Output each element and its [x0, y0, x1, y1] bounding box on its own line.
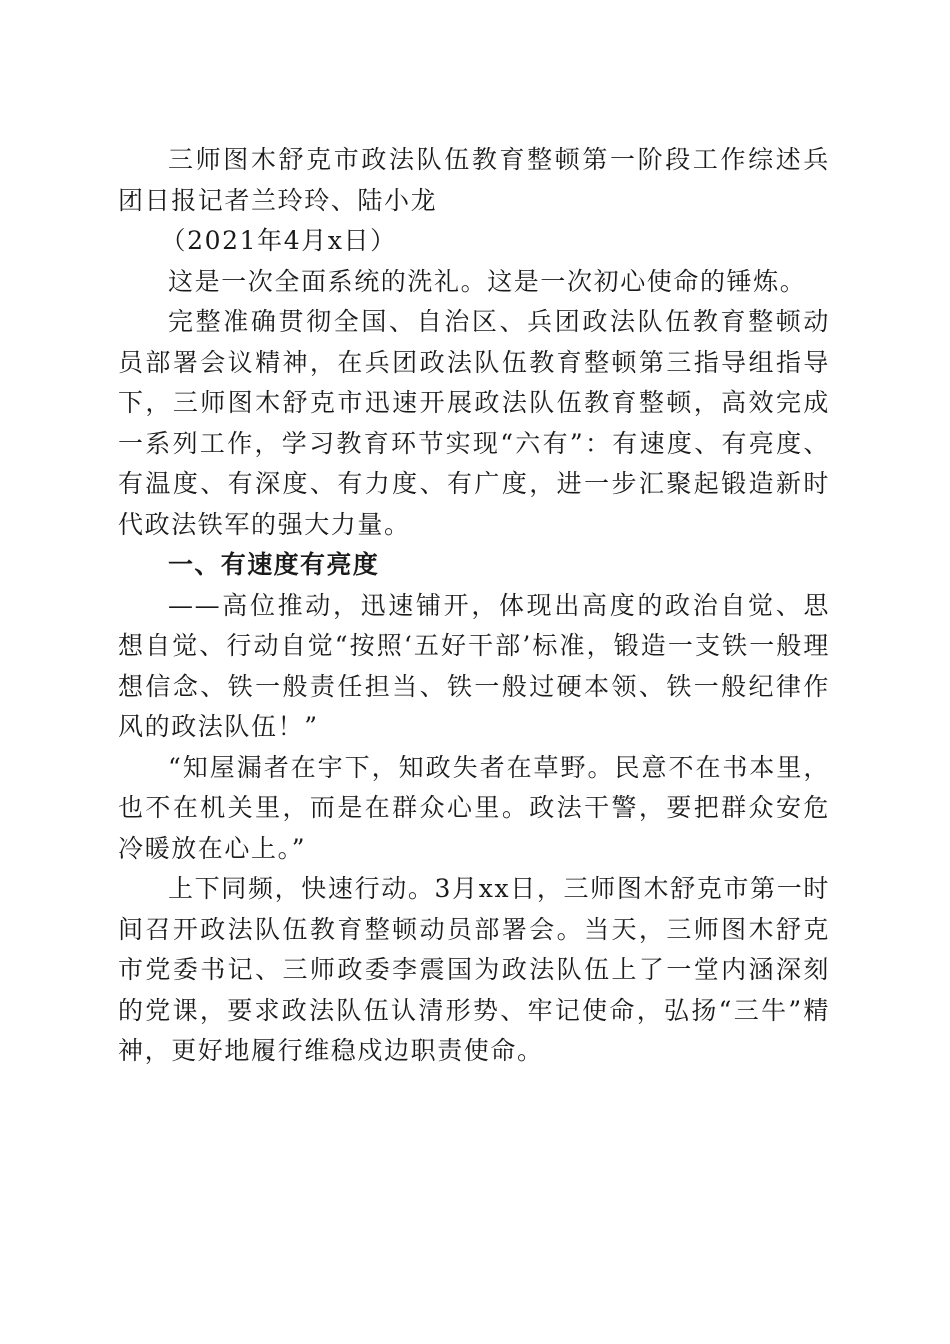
- section-1-paragraph-3: 上下同频，快速行动。3月xx日，三师图木舒克市第一时间召开政法队伍教育整顿动员部署会。当天，三师图木舒克市党委书记、三师政委李震国为政法队伍上了一堂内涵深刻的党课，要求政法队伍认清形势、牢记使命，弘扬“三牛”精神，更好地履行维稳戍边职责使命。: [118, 874, 830, 1065]
- document-date: （2021年4月x日）: [160, 226, 397, 255]
- intro-paragraph-1: 这是一次全面系统的洗礼。这是一次初心使命的锤炼。: [168, 266, 807, 296]
- intro-paragraph-2: 完整准确贯彻全国、自治区、兵团政法队伍教育整顿动员部署会议精神，在兵团政法队伍教育整顿第三指导组指导下，三师图木舒克市迅速开展政法队伍教育整顿，高效完成一系列工作，学习教育环节实现“六有”：有速度、有亮度、有温度、有深度、有力度、有广度，进一步汇聚起锻造新时代政法铁军的强大力量。: [118, 307, 830, 539]
- document-body: [118, 140, 830, 1072]
- section-1-paragraph-1: ——高位推动，迅速铺开，体现出高度的政治自觉、思想自觉、行动自觉“按照‘五好干部’标准，锻造一支铁一般理想信念、铁一般责任担当、铁一般过硬本领、铁一般纪律作风的政法队伍！”: [118, 590, 830, 741]
- section-1-paragraph-2: “知屋漏者在宇下，知政失者在草野。民意不在书本里，也不在机关里，而是在群众心里。政法干警，要把群众安危冷暖放在心上。”: [118, 752, 830, 863]
- section-1-heading: 一、有速度有亮度: [168, 550, 380, 579]
- document-title-line: 三师图木舒克市政法队伍教育整顿第一阶段工作综述兵团日报记者兰玲玲、陆小龙: [118, 145, 830, 215]
